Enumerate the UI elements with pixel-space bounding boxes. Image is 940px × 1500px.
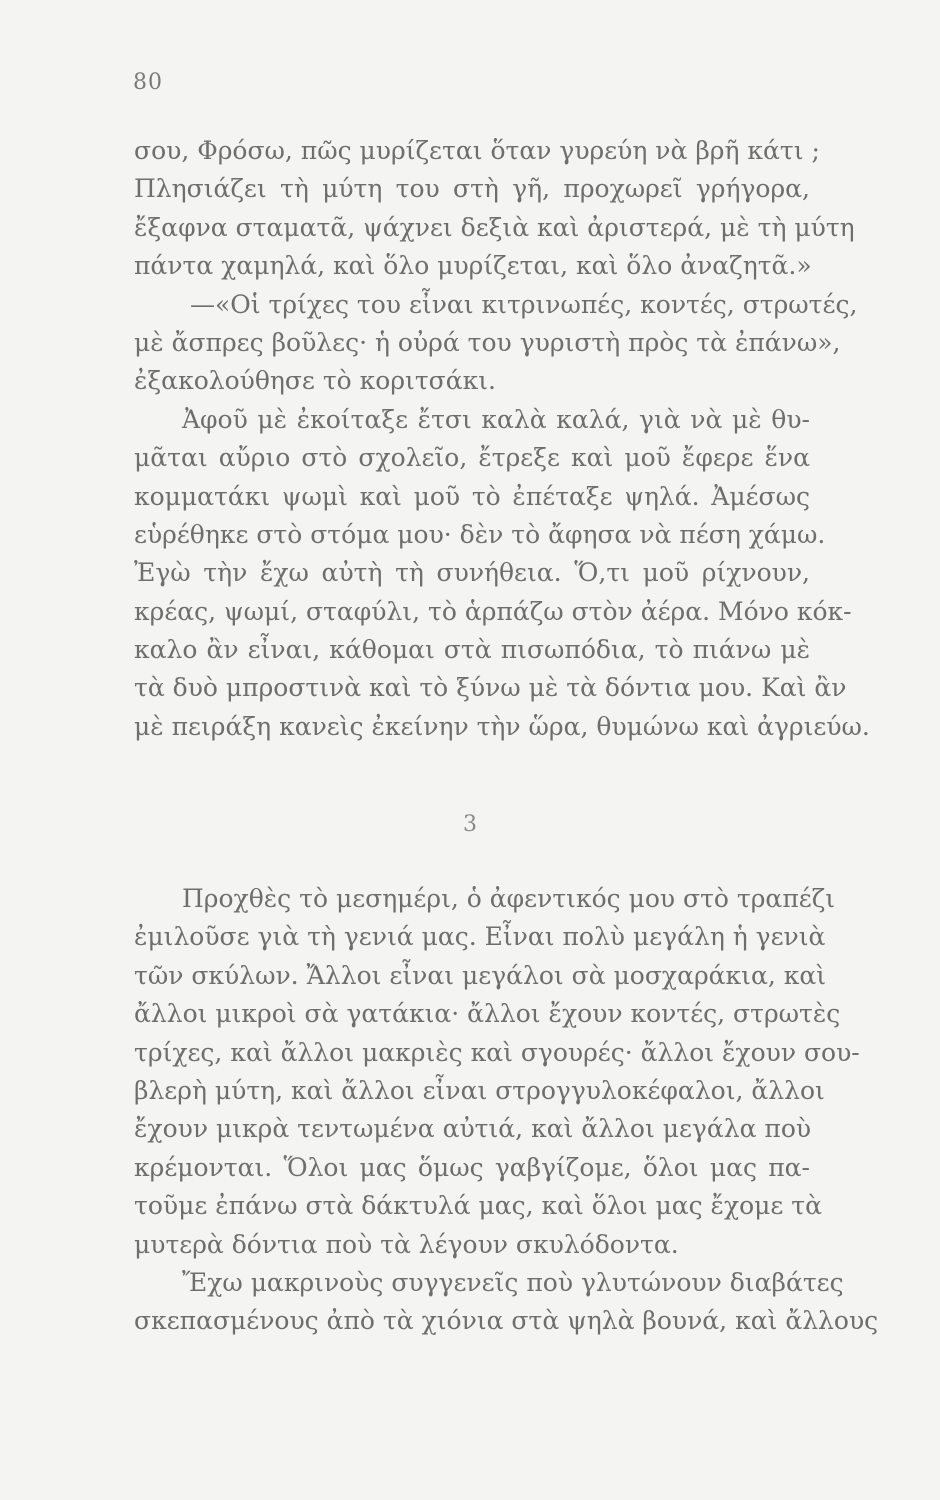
- text-line: πάντα χαμηλά, καὶ ὅλο μυρίζεται, καὶ ὅλο ἀναζητᾶ.»: [134, 251, 812, 281]
- text-line: μὲ πειράξη κανεὶς ἐκείνην τὴν ὥρα, θυμώνω καὶ ἀγριεύω.: [134, 711, 870, 741]
- text-line: Ἐγὼ τὴν ἔχω αὐτὴ τὴ συνήθεια. Ὅ,τι μοῦ ρίχνουν,: [134, 558, 810, 588]
- paragraph-block-1: [134, 132, 870, 746]
- text-line: κομματάκι ψωμὶ καὶ μοῦ τὸ ἐπέταξε ψηλά. Ἀμέσως: [134, 481, 810, 511]
- text-line: ἄλλοι μικροὶ σὰ γατάκια· ἄλλοι ἔχουν κοντές, στρωτὲς: [134, 999, 841, 1029]
- text-line: σου, Φρόσω, πῶς μυρίζεται ὅταν γυρεύη νὰ βρῆ κάτι ;: [134, 136, 820, 165]
- text-line: μᾶται αὔριο στὸ σχολεῖο, ἔτρεξε καὶ μοῦ ἔφερε ἕνα: [134, 443, 810, 473]
- text-line: βλερὴ μύτη, καὶ ἄλλοι εἶναι στρογγυλοκέφαλοι, ἄλλοι: [134, 1075, 825, 1105]
- page-number: 80: [133, 70, 163, 95]
- text-line: ἐμιλοῦσε γιὰ τὴ γενιά μας. Εἶναι πολὺ μεγάλη ἡ γενιὰ: [134, 922, 826, 952]
- paragraph-block-2: [134, 880, 879, 1341]
- text-line: μυτερὰ δόντια ποὺ τὰ λέγουν σκυλόδοντα.: [134, 1229, 679, 1259]
- text-line: τρίχες, καὶ ἄλλοι μακριὲς καὶ σγουρές· ἄλλοι ἔχουν σου-: [134, 1037, 860, 1067]
- text-line: τῶν σκύλων. Ἄλλοι εἶναι μεγάλοι σὰ μοσχαράκια, καὶ: [134, 960, 827, 990]
- text-line: ἔχουν μικρὰ τεντωμένα αὐτιά, καὶ ἄλλοι μεγάλα ποὺ: [134, 1114, 812, 1144]
- text-line: καλο ἂν εἶναι, κάθομαι στὰ πισωπόδια, τὸ πιάνω μὲ: [134, 635, 810, 665]
- text-line: Πλησιάζει τὴ μύτη του στὴ γῆ, προχωρεῖ γρήγορα,: [134, 174, 810, 204]
- text-line: κρέας, ψωμί, σταφύλι, τὸ ἁρπάζω στὸν ἀέρα. Μόνο κόκ-: [134, 596, 852, 626]
- text-line: εὑρέθηκε στὸ στόμα μου· δὲν τὸ ἄφησα νὰ πέση χάμω.: [134, 519, 826, 549]
- section-number: 3: [463, 812, 477, 837]
- text-line: Ἀφοῦ μὲ ἐκοίταξε ἔτσι καλὰ καλά, γιὰ νὰ μὲ θυ-: [182, 404, 810, 434]
- text-line: —«Οἱ τρίχες του εἶναι κιτρινωπές, κοντές, στρωτές,: [190, 289, 858, 319]
- text-line: σκεπασμένους ἀπὸ τὰ χιόνια στὰ ψηλὰ βουνά, καὶ ἄλλους: [134, 1306, 879, 1336]
- text-line: τοῦμε ἐπάνω στὰ δάκτυλά μας, καὶ ὅλοι μας ἔχομε τὰ: [134, 1191, 823, 1221]
- text-line: Προχθὲς τὸ μεσημέρι, ὁ ἀφεντικός μου στὸ τραπέζι: [182, 884, 836, 913]
- text-line: ἔξαφνα σταματᾶ, ψάχνει δεξιὰ καὶ ἀριστερά, μὲ τὴ μύτη: [134, 212, 855, 242]
- text-line: κρέμονται. Ὅλοι μας ὅμως γαβγίζομε, ὅλοι μας πα-: [134, 1152, 810, 1182]
- text-line: ἐξακολούθησε τὸ κοριτσάκι.: [134, 366, 496, 396]
- text-line: μὲ ἄσπρες βοῦλες· ἡ οὐρά του γυριστὴ πρὸς τὰ ἐπάνω»,: [134, 327, 841, 357]
- text-line: τὰ δυὸ μπροστινὰ καὶ τὸ ξύνω μὲ τὰ δόντια μου. Καὶ ἂν: [134, 673, 847, 703]
- text-line: Ἔχω μακρινοὺς συγγενεῖς ποὺ γλυτώνουν διαβάτες: [182, 1267, 844, 1297]
